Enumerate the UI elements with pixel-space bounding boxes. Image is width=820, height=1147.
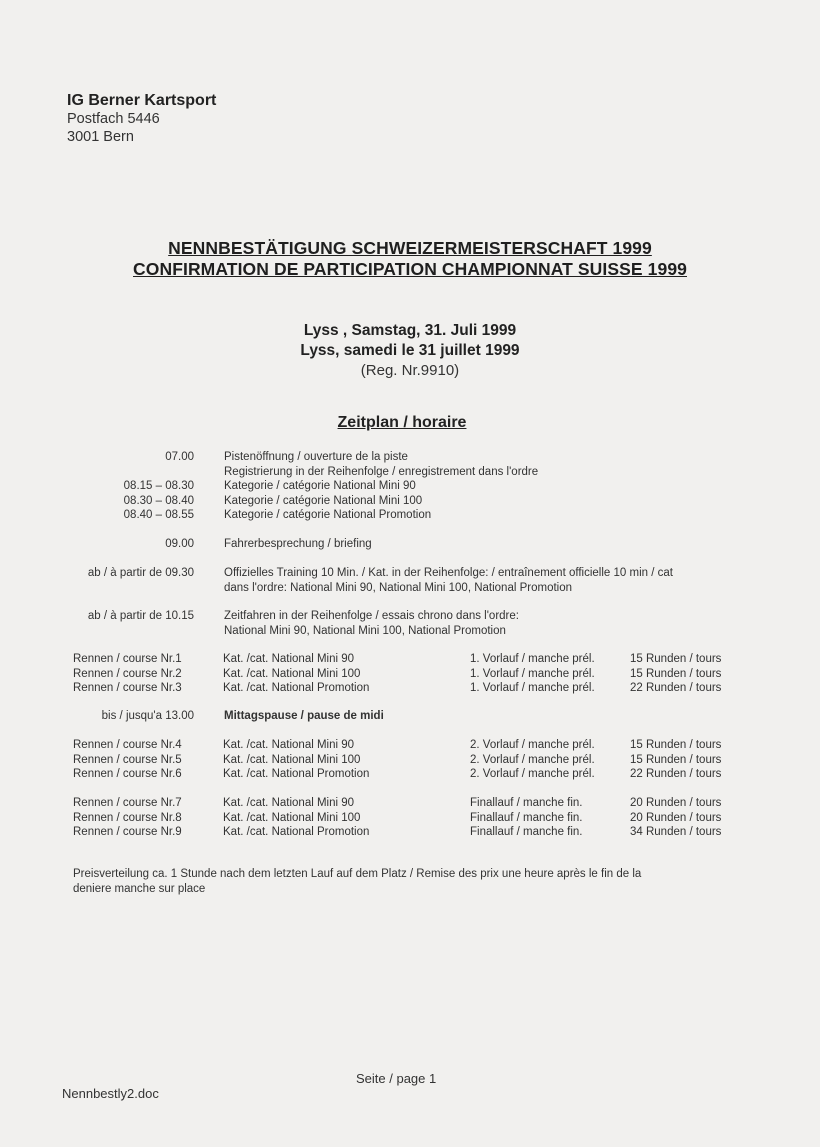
race-heat: Finallauf / manche fin. [470,797,583,809]
schedule-text-opening: Pistenöffnung / ouverture de la piste [224,451,408,463]
event-info [0,321,820,381]
schedule-text-reg-3: Kategorie / catégorie National Promotion [224,509,432,521]
race-laps: 15 Runden / tours [630,739,722,751]
schedule-text-briefing: Fahrerbesprechung / briefing [224,538,372,550]
schedule-time-qualifying: ab / à partir de 10.15 [87,610,194,622]
race-laps: 20 Runden / tours [630,797,722,809]
prize-giving-line-1: Preisverteilung ca. 1 Stunde nach dem letzten Lauf auf dem Platz / Remise des prix une heure après le fin de la [73,868,642,880]
race-laps: 22 Runden / tours [630,682,722,694]
race-label: Rennen / course Nr.6 [73,768,182,780]
sender-org: IG Berner Kartsport [67,92,217,109]
race-laps: 22 Runden / tours [630,768,722,780]
schedule-time-briefing: 09.00 [165,538,194,550]
schedule-text-qualifying-1: Zeitfahren in der Reihenfolge / essais chrono dans l'ordre: [224,610,519,622]
race-label: Rennen / course Nr.4 [73,739,182,751]
schedule-time-reg-3: 08.40 – 08.55 [123,509,194,521]
race-heat: 2. Vorlauf / manche prél. [470,768,595,780]
race-heat: 1. Vorlauf / manche prél. [470,653,595,665]
schedule-time-training: ab / à partir de 09.30 [87,567,194,579]
race-label: Rennen / course Nr.8 [73,811,182,824]
sender-address-line-2: 3001 Bern [67,129,134,145]
schedule-text-training-2: dans l'ordre: National Mini 90, National Mini 100, National Promotion [224,581,573,594]
schedule-text-qualifying-2: National Mini 90, National Mini 100, National Promotion [224,624,506,637]
race-laps: 15 Runden / tours [630,753,722,766]
race-category: Kat. /cat. National Promotion [223,826,370,838]
race-category: Kat. /cat. National Mini 100 [223,811,361,824]
race-laps: 15 Runden / tours [630,653,722,665]
schedule-text-reg-1: Kategorie / catégorie National Mini 90 [224,480,416,492]
race-label: Rennen / course Nr.5 [73,753,182,766]
event-date-french: Lyss, samedi le 31 juillet 1999 [300,342,520,359]
race-label: Rennen / course Nr.9 [73,826,182,838]
race-category: Kat. /cat. National Mini 90 [223,797,355,809]
race-laps: 15 Runden / tours [630,667,722,680]
race-heat: Finallauf / manche fin. [470,826,583,838]
file-name: Nennbestly2.doc [62,1086,159,1101]
race-category: Kat. /cat. National Mini 100 [223,753,361,766]
document-headline [0,238,820,280]
sender-address-line-1: Postfach 5446 [67,111,160,127]
schedule-time-reg-2: 08.30 – 08.40 [123,494,194,507]
race-category: Kat. /cat. National Promotion [223,768,370,780]
schedule-text-registration: Registrierung in der Reihenfolge / enregistrement dans l'ordre [224,465,539,478]
race-category: Kat. /cat. National Mini 90 [223,653,355,665]
schedule-time-lunch: bis / jusqu'a 13.00 [101,710,194,722]
race-label: Rennen / course Nr.7 [73,797,182,809]
race-category: Kat. /cat. National Mini 90 [223,739,355,751]
schedule-text-training-1: Offizielles Training 10 Min. / Kat. in der Reihenfolge: / entraînement officielle 10 min / cat [224,567,673,579]
race-heat: 1. Vorlauf / manche prél. [470,682,595,694]
race-laps: 34 Runden / tours [630,826,722,838]
race-label: Rennen / course Nr.3 [73,682,182,694]
schedule-title: Zeitplan / horaire [337,414,467,431]
headline-french: CONFIRMATION DE PARTICIPATION CHAMPIONNAT SUISSE 1999 [133,259,687,279]
race-heat: 2. Vorlauf / manche prél. [470,753,595,766]
event-registration-number: (Reg. Nr.9910) [360,362,460,379]
race-heat: 2. Vorlauf / manche prél. [470,739,595,751]
schedule-time-opening: 07.00 [165,451,194,463]
race-heat: Finallauf / manche fin. [470,811,583,824]
sender-address [67,92,216,146]
race-laps: 20 Runden / tours [630,811,722,824]
race-heat: 1. Vorlauf / manche prél. [470,667,595,680]
schedule-text-reg-2: Kategorie / catégorie National Mini 100 [224,494,423,507]
prize-giving-line-2: deniere manche sur place [73,882,206,895]
schedule-time-reg-1: 08.15 – 08.30 [123,480,194,492]
headline-german: NENNBESTÄTIGUNG SCHWEIZERMEISTERSCHAFT 1999 [168,238,652,258]
event-date-german: Lyss , Samstag, 31. Juli 1999 [303,322,517,339]
race-label: Rennen / course Nr.2 [73,667,182,680]
schedule-text-lunch: Mittagspause / pause de midi [224,710,384,722]
race-label: Rennen / course Nr.1 [73,653,182,665]
race-category: Kat. /cat. National Mini 100 [223,667,361,680]
race-category: Kat. /cat. National Promotion [223,682,370,694]
page-number: Seite / page 1 [356,1071,437,1086]
